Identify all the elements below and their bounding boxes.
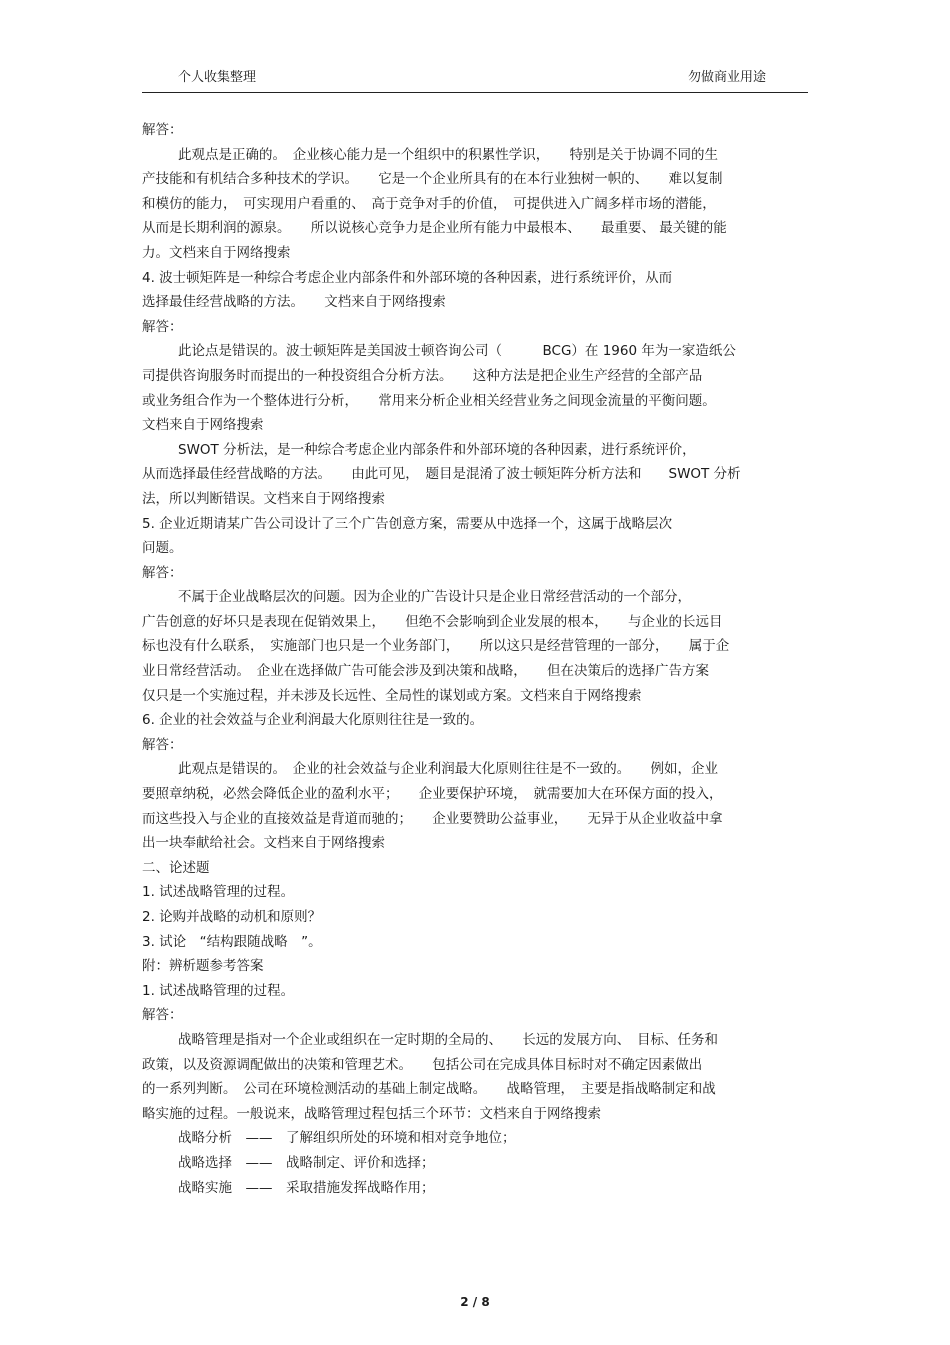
text-line: 从而是长期利润的源泉。 所以说核心竞争力是企业所有能力中最根本、 最重要、 最关键的能	[142, 220, 727, 237]
text-line: 政策，以及资源调配做出的决策和管理艺术。 包括公司在完成具体目标时对不确定因素做出	[142, 1056, 703, 1073]
text-line: 不属于企业战略层次的问题。因为企业的广告设计只是企业日常经营活动的一个部分，	[178, 589, 691, 606]
text-line: 仅只是一个实施过程，并未涉及长远性、全局性的谋划或方案。文档来自于网络搜索	[142, 687, 642, 704]
text-line: 问题。	[142, 540, 183, 557]
text-line: 司提供咨询服务时而提出的一种投资组合分析方法。 这种方法是把企业生产经营的全部产品	[142, 367, 703, 384]
text-line: 解答：	[142, 736, 183, 753]
text-line: 战略管理是指对一个企业或组织在一定时期的全局的、 长远的发展方向、 目标、任务和	[178, 1031, 718, 1048]
text-line: 此论点是错误的。波士顿矩阵是美国波士顿咨询公司（ BCG）在 1960 年为一家造纸公	[178, 343, 736, 360]
text-line: 产技能和有机结合多种技术的学识。 它是一个企业所具有的在本行业独树一帜的、 难以复制	[142, 171, 723, 188]
text-line: 战略选择 —— 战略制定、评价和选择；	[178, 1154, 435, 1171]
text-line: 的一系列判断。 公司在环境检测活动的基础上制定战略。 战略管理， 主要是指战略制定和战	[142, 1081, 716, 1098]
text-line: 3. 试论 “结构跟随战略 ”。	[142, 933, 322, 950]
text-line: 5. 企业近期请某广告公司设计了三个广告创意方案，需要从中选择一个，这属于战略层次	[142, 515, 673, 532]
text-line: 解答：	[142, 318, 183, 335]
text-line: 要照章纳税，必然会降低企业的盈利水平； 企业要保护环境， 就需要加大在环保方面的投入，	[142, 786, 723, 803]
header-right-text: 勿做商业用途	[687, 70, 766, 85]
text-line: 1. 试述战略管理的过程。	[142, 982, 295, 999]
text-line: 而这些投入与企业的直接效益是背道而驰的； 企业要赞助公益事业， 无异于从企业收益中拿	[142, 810, 723, 827]
document-body	[142, 118, 808, 1200]
text-line: 战略分析 —— 了解组织所处的环境和相对竞争地位；	[178, 1130, 516, 1147]
text-line: 2. 论购并战略的动机和原则？	[142, 909, 322, 925]
text-line: 解答：	[142, 564, 183, 581]
text-line: 文档来自于网络搜索	[142, 417, 264, 434]
text-line: 战略实施 —— 采取措施发挥战略作用；	[178, 1179, 435, 1196]
text-line: 附：辨析题参考答案	[142, 958, 264, 975]
text-line: 标也没有什么联系， 实施部门也只是一个业务部门， 所以这只是经营管理的一部分， 属于企	[142, 638, 730, 655]
text-line: 业日常经营活动。 企业在选择做广告可能会涉及到决策和战略， 但在决策后的选择广告方案	[142, 663, 709, 680]
text-line: 解答：	[142, 1007, 183, 1024]
text-line: 1. 试述战略管理的过程。	[142, 884, 295, 901]
text-line: 出一块奉献给社会。文档来自于网络搜索	[142, 835, 385, 852]
text-line: 力。文档来自于网络搜索	[142, 244, 291, 261]
text-line: 选择最佳经营战略的方法。 文档来自于网络搜索	[142, 294, 446, 311]
page-header	[142, 66, 808, 93]
page-number: 2 / 8	[460, 1295, 490, 1309]
text-line: 法，所以判断错误。文档来自于网络搜索	[142, 490, 385, 507]
text-line: 或业务组合作为一个整体进行分析， 常用来分析企业相关经营业务之间现金流量的平衡问题。	[142, 392, 716, 409]
text-line: 二、论述题	[142, 859, 210, 876]
text-line: 6. 企业的社会效益与企业利润最大化原则往往是一致的。	[142, 712, 484, 729]
text-line: 此观点是正确的。 企业核心能力是一个组织中的积累性学识， 特别是关于协调不同的生	[178, 146, 718, 163]
text-line: 此观点是错误的。 企业的社会效益与企业利润最大化原则往往是不一致的。 例如，企业	[178, 761, 718, 778]
text-line: SWOT 分析法，是一种综合考虑企业内部条件和外部环境的各种因素，进行系统评价，	[178, 441, 696, 458]
text-line: 广告创意的好坏只是表现在促销效果上， 但绝不会影响到企业发展的根本， 与企业的长远目	[142, 613, 723, 630]
text-line: 解答：	[142, 122, 183, 138]
text-line: 4. 波士顿矩阵是一种综合考虑企业内部条件和外部环境的各种因素，进行系统评价，从而	[142, 269, 673, 286]
header-left-text: 个人收集整理	[178, 70, 257, 85]
text-line: 和模仿的能力， 可实现用户看重的、 高于竞争对手的价值， 可提供进入广阔多样市场的潜能，	[142, 195, 716, 212]
text-line: 略实施的过程。一般说来，战略管理过程包括三个环节：文档来自于网络搜索	[142, 1105, 601, 1122]
text-line: 从而选择最佳经营战略的方法。 由此可见， 题目是混淆了波士顿矩阵分析方法和 SWOT 分析	[142, 466, 741, 483]
